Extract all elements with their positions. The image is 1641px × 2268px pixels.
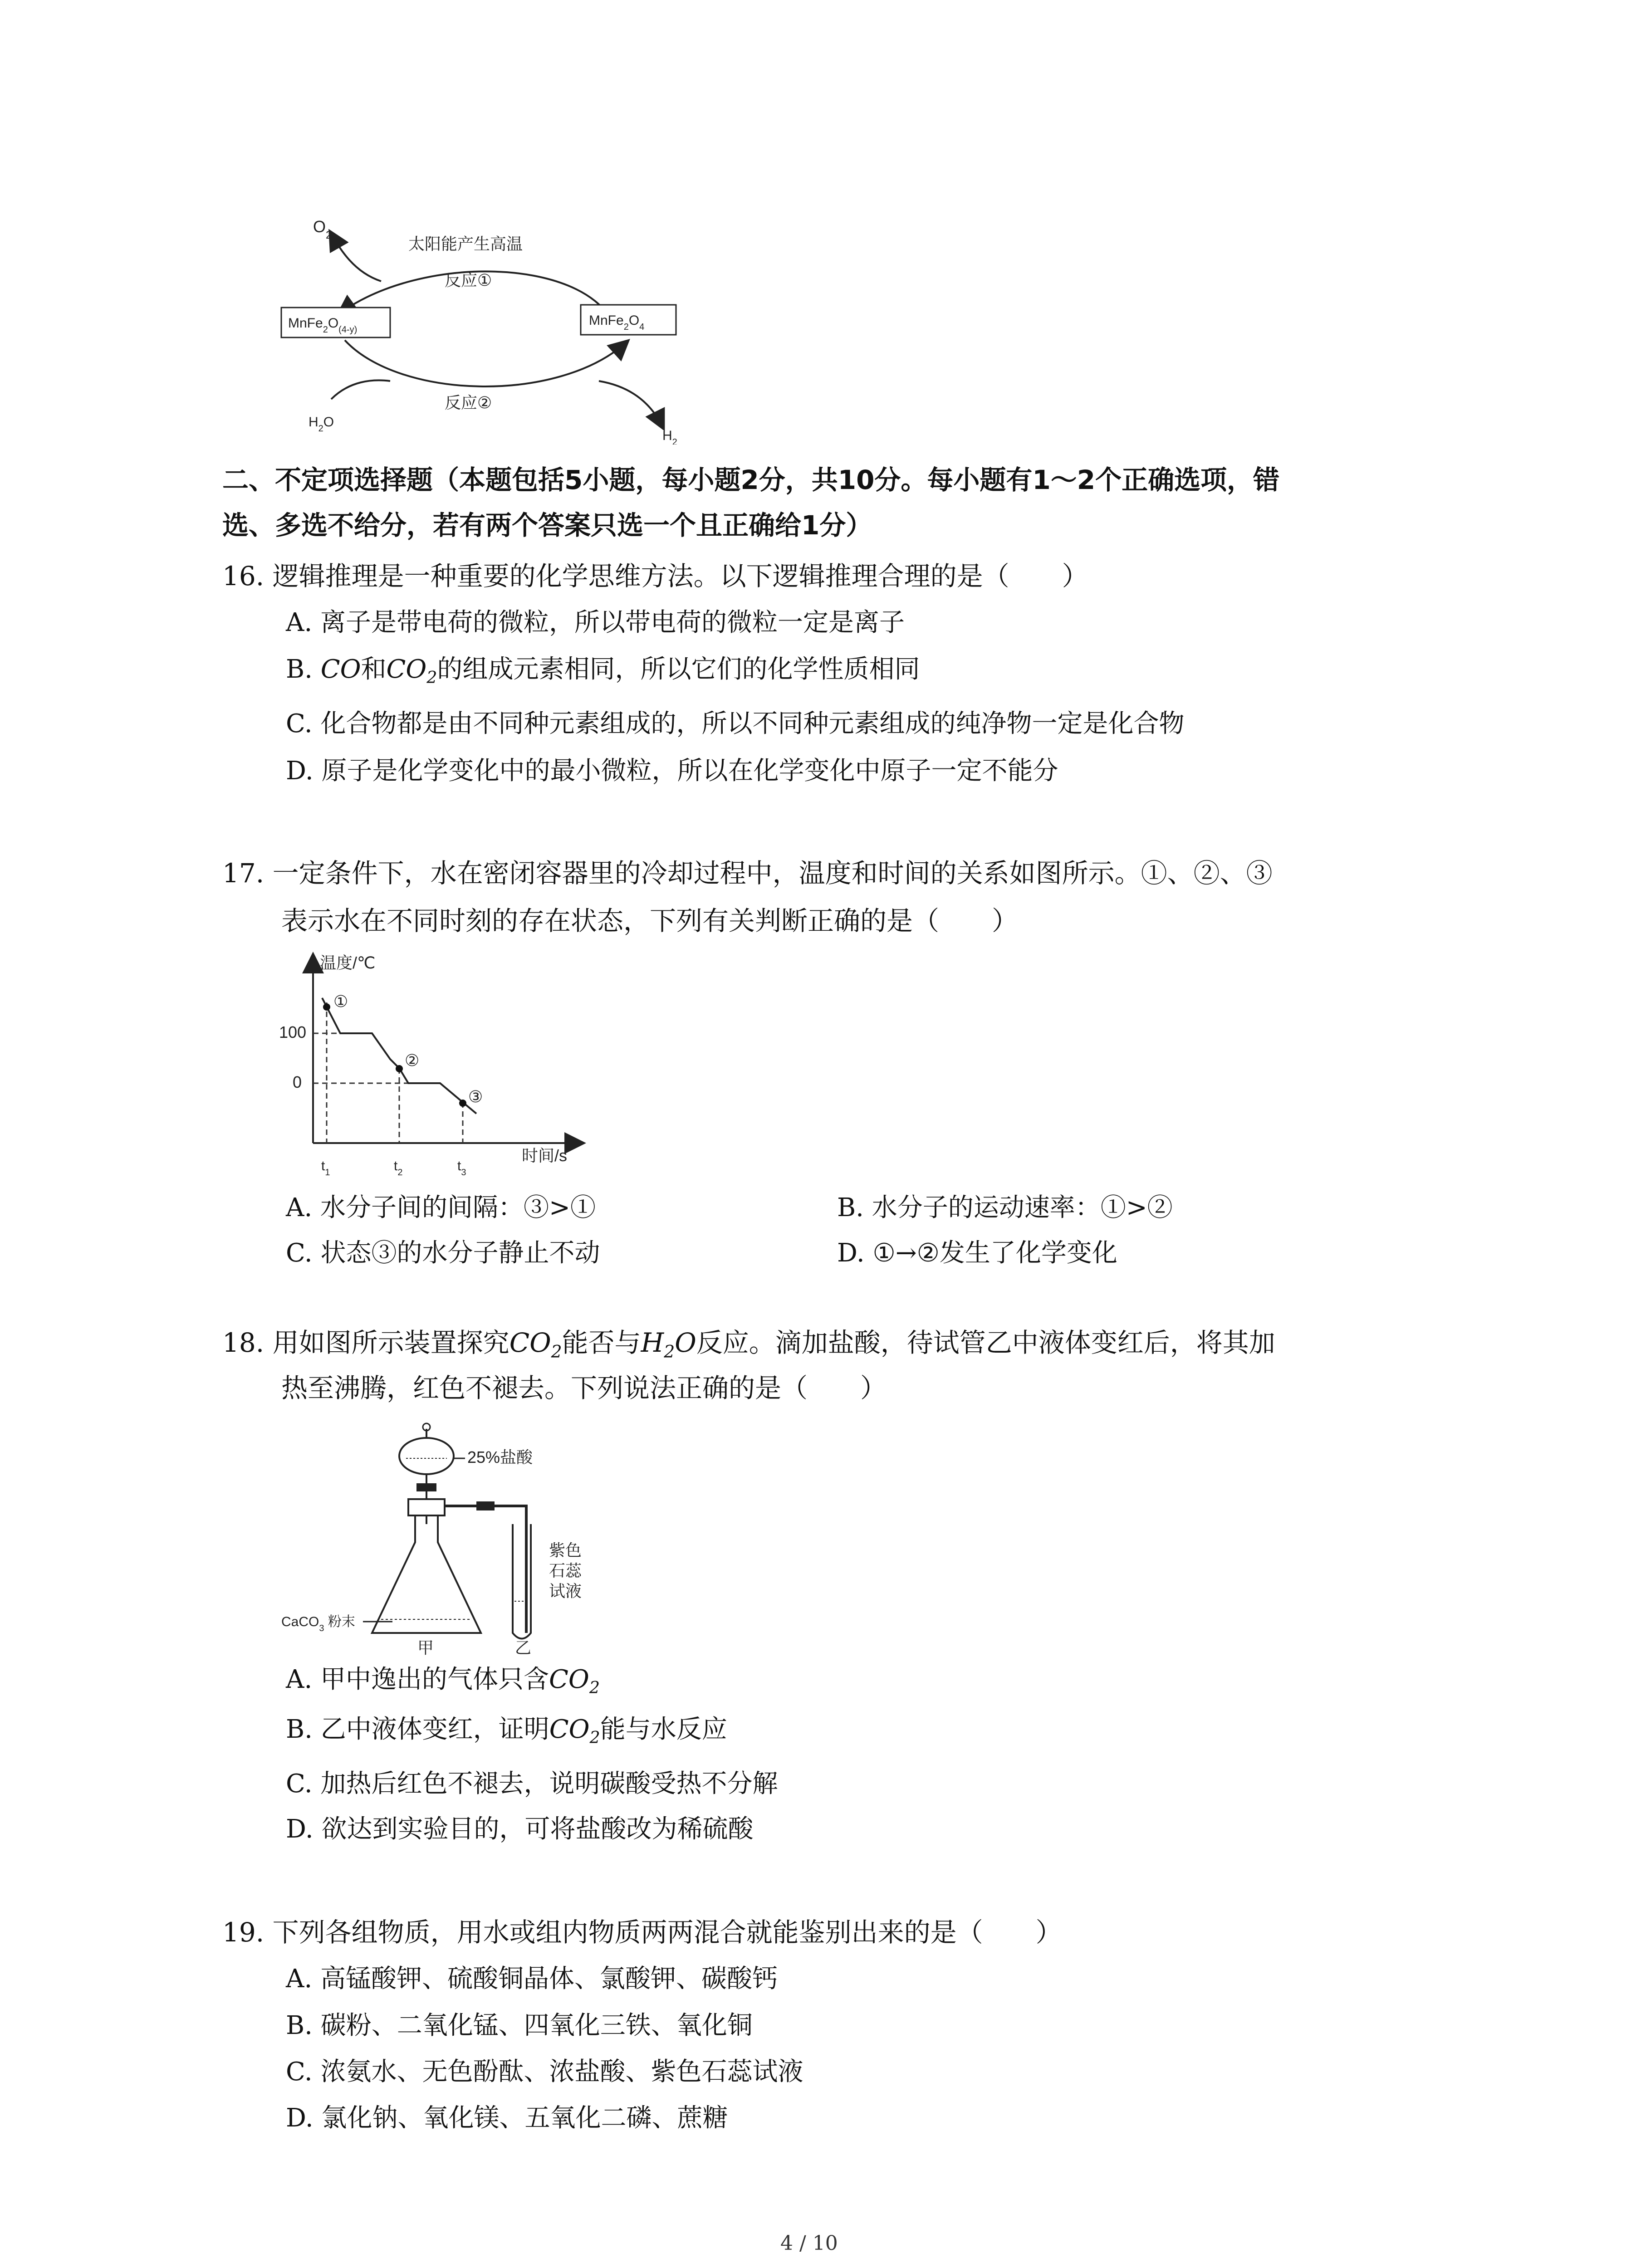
section-header-line1: 二、不定项选择题（本题包括5小题，每小题2分，共10分。每小题有1～2个正确选项，错: [222, 464, 1280, 495]
q16-option-d: D. 原子是化学变化中的最小微粒，所以在化学变化中原子一定不能分: [286, 756, 1058, 786]
q16-option-a: A. 离子是带电荷的微粒，所以带电荷的微粒一定是离子: [286, 608, 905, 637]
graph-y-tick-0: 0: [293, 1073, 302, 1091]
q17-stem-line1: 17. 一定条件下，水在密闭容器里的冷却过程中，温度和时间的关系如图所示。①、②、③: [222, 858, 1273, 889]
litmus-label-2: 石蕊: [549, 1561, 582, 1580]
reaction-1-label: 反应①: [445, 271, 492, 289]
solar-cycle-diagram: [263, 200, 717, 445]
q18-option-d: D. 欲达到实验目的，可将盐酸改为稀硫酸: [286, 1814, 754, 1844]
co2-apparatus-figure: [272, 1420, 608, 1656]
flask-label-jia: 甲: [417, 1638, 434, 1656]
graph-x-tick-t3: $t_3$: [457, 1158, 466, 1178]
q16-option-b: B. CO和$CO_2$的组成元素相同，所以它们的化学性质相同: [286, 655, 920, 688]
q17-option-d: D. ①→②发生了化学变化: [837, 1238, 1117, 1268]
q16-stem: 16. 逻辑推理是一种重要的化学思维方法。以下逻辑推理合理的是（ ）: [222, 561, 1088, 591]
temperature-time-graph: [263, 943, 590, 1179]
q17-stem-line2: 表示水在不同时刻的存在状态，下列有关判断正确的是（ ）: [281, 905, 1019, 936]
graph-point-2: ②: [405, 1051, 420, 1070]
q18-option-c: C. 加热后红色不褪去，说明碳酸受热不分解: [286, 1769, 778, 1799]
q18-option-b: B. 乙中液体变红，证明$CO_2$能与水反应: [286, 1715, 727, 1748]
graph-point-1: ①: [333, 992, 348, 1011]
q16-option-c: C. 化合物都是由不同种元素组成的，所以不同种元素组成的纯净物一定是化合物: [286, 709, 1185, 738]
caco3-label: CaCO$_3$ 粉末: [281, 1614, 355, 1633]
tube-label-yi: 乙: [515, 1638, 532, 1656]
q18-stem-line1: 18. 用如图所示装置探究$CO_2$能否与$H_2O$反应。滴加盐酸，待试管乙中液体变红后，将其加: [222, 1327, 1275, 1362]
q17-option-b: B. 水分子的运动速率：①>②: [837, 1193, 1173, 1222]
litmus-label-1: 紫色: [549, 1541, 582, 1559]
q18-stem-line2: 热至沸腾，红色不褪去。下列说法正确的是（ ）: [281, 1373, 887, 1403]
q19-option-c: C. 浓氨水、无色酚酞、浓盐酸、紫色石蕊试液: [286, 2057, 803, 2087]
page-number: 4 / 10: [780, 2232, 838, 2255]
litmus-label-3: 试液: [549, 1582, 582, 1600]
o2-label: $O_2$: [313, 217, 332, 241]
h2o-label: $H_2O$: [309, 415, 334, 434]
graph-point-3: ③: [468, 1087, 483, 1106]
q19-option-b: B. 碳粉、二氧化锰、四氧化三铁、氧化铜: [286, 2011, 753, 2040]
acid-label: 25%盐酸: [467, 1448, 533, 1466]
graph-x-tick-t1: $t_1$: [321, 1158, 330, 1178]
graph-x-tick-t2: $t_2$: [394, 1158, 403, 1178]
left-box-formula: $MnFe_2O_{(4-y)}$: [288, 316, 358, 335]
right-box-formula: $MnFe_2O_4$: [589, 313, 645, 332]
q19-stem: 19. 下列各组物质，用水或组内物质两两混合就能鉴别出来的是（ ）: [222, 1917, 1062, 1948]
q19-option-d: D. 氯化钠、氧化镁、五氧化二磷、蔗糖: [286, 2103, 728, 2133]
q19-option-a: A. 高锰酸钾、硫酸铜晶体、氯酸钾、碳酸钙: [286, 1964, 778, 1994]
q17-option-a: A. 水分子间的间隔：③>①: [286, 1193, 596, 1222]
top-condition-label: 太阳能产生高温: [408, 235, 523, 253]
q18-option-a: A. 甲中逸出的气体只含$CO_2$: [286, 1665, 600, 1698]
q17-option-c: C. 状态③的水分子静止不动: [286, 1238, 600, 1268]
graph-y-label: 温度/℃: [320, 953, 376, 972]
graph-x-label: 时间/s: [522, 1146, 568, 1165]
section-header-line2: 选、多选不给分，若有两个答案只选一个且正确给1分）: [222, 510, 872, 541]
h2-label: $H_2$: [662, 428, 677, 445]
graph-y-tick-100: 100: [279, 1023, 307, 1041]
reaction-2-label: 反应②: [445, 393, 492, 412]
